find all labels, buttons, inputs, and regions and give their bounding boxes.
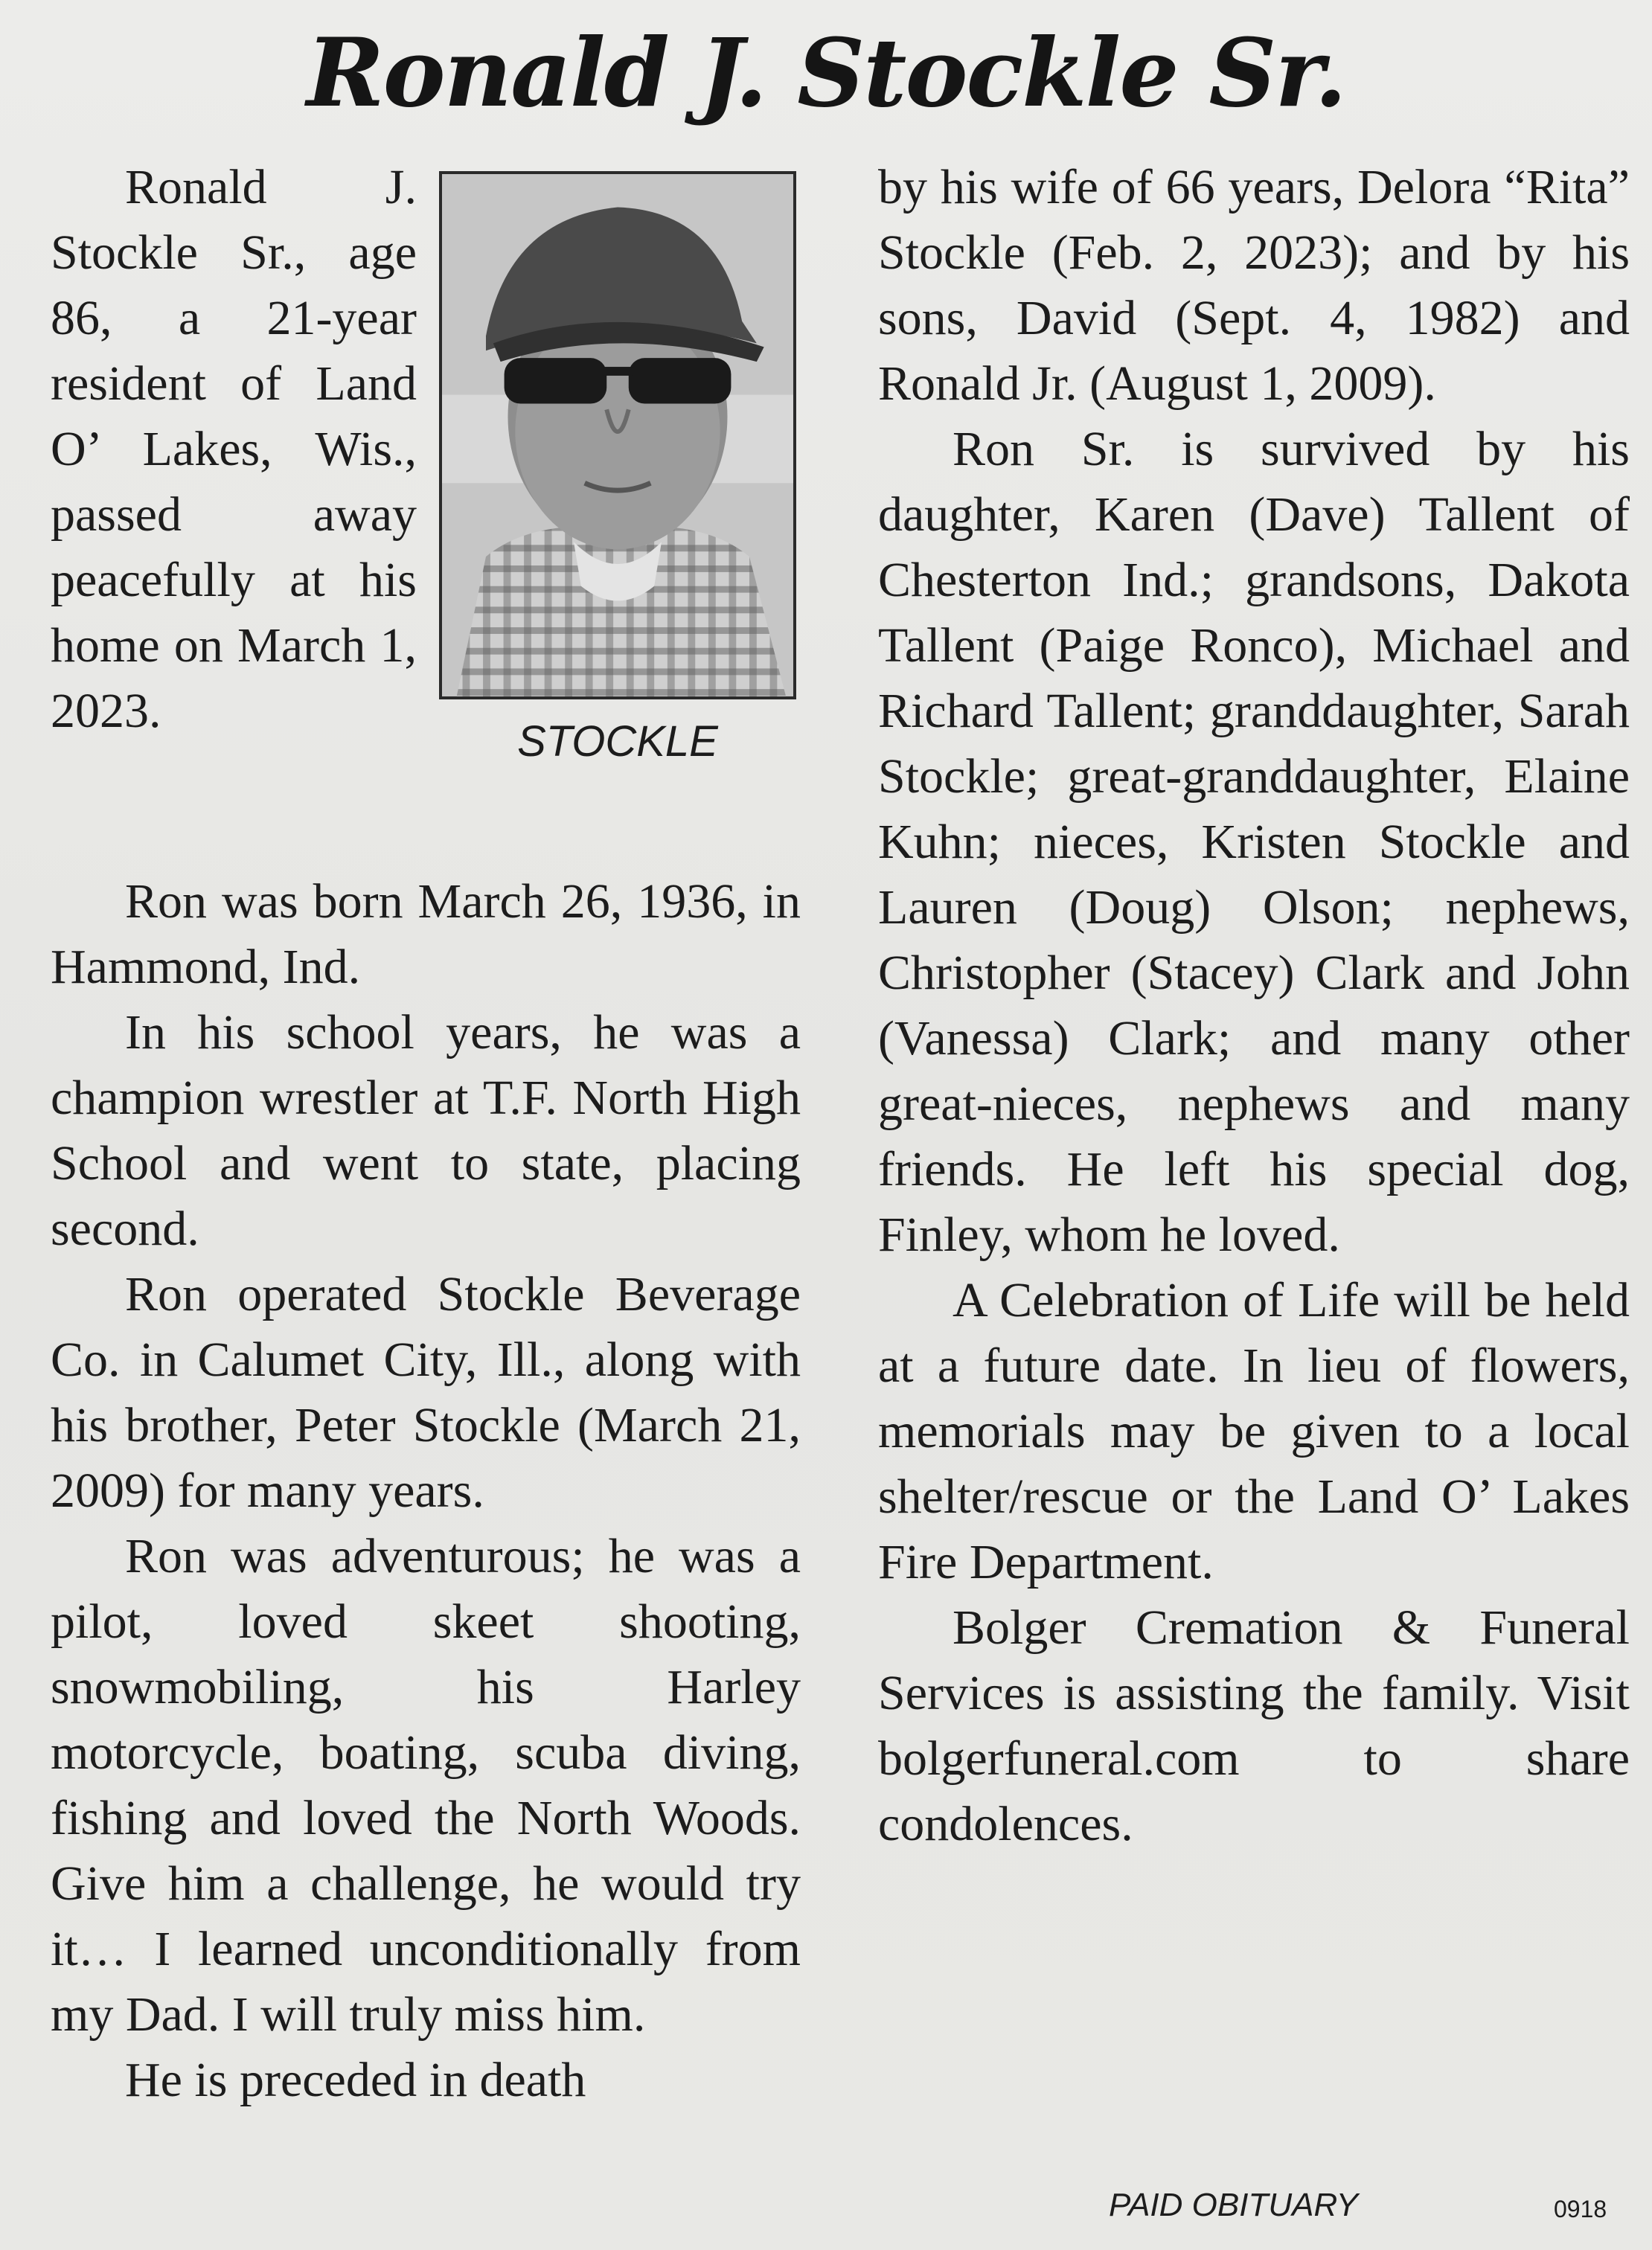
paid-obituary-label: PAID OBITUARY [1109, 2187, 1358, 2223]
ad-code: 0918 [1554, 2196, 1607, 2222]
paragraph-intro: Ronald J. Stockle Sr., age 86, a 21-year resident of Land O’ Lakes, Wis., passed away peacefully at his home on March 1, 2023. [51, 160, 417, 738]
obituary-title: Ronald J. Stockle Sr. [306, 18, 1346, 128]
paragraph-birth: Ron was born March 26, 1936, in Hammond, Ind. [51, 874, 801, 994]
paragraph-preceded-continued: by his wife of 66 years, Delora “Rita” Stockle (Feb. 2, 2023); and by his sons, David (Sept. 4, 1982) and Ronald Jr. (August 1, 2009). [878, 160, 1630, 411]
paragraph-funeral-home: Bolger Cremation & Funeral Services is assisting the family. Visit bolgerfuneral.com to share condolences. [878, 1600, 1630, 1851]
left-column-bottom [51, 869, 801, 2113]
paragraph-celebration: A Celebration of Life will be held at a future date. In lieu of flowers, memorials may be given to a local shelter/rescue or the Land O’ Lakes Fire Department. [878, 1273, 1630, 1589]
paragraph-hobbies: Ron was adventurous; he was a pilot, loved skeet shooting, snowmobiling, his Harley motorcycle, boating, scuba diving, fishing and loved the North Woods. Give him a challenge, he would try it… I learned unconditionally from my Dad. I will truly miss him. [51, 1529, 801, 2042]
paragraph-preceded-start: He is preceded in death [125, 2053, 586, 2107]
right-column [878, 155, 1630, 1857]
paragraph-school: In his school years, he was a champion wrestler at T.F. North High School and went to state, placing second. [51, 1005, 801, 1256]
left-column-top [51, 155, 417, 744]
paragraph-business: Ron operated Stockle Beverage Co. in Calumet City, Ill., along with his brother, Peter Stockle (March 21, 2009) for many years. [51, 1267, 801, 1518]
photo-caption: STOCKLE [517, 717, 718, 766]
paragraph-survivors: Ron Sr. is survived by his daughter, Karen (Dave) Tallent of Chesterton Ind.; grandsons, Dakota Tallent (Paige Ronco), Michael and Richard Tallent; granddaughter, Sarah Stockle; great-granddaughter, Elaine Kuhn; nieces, Kristen Stockle and Lauren (Doug) Olson; nephews, Christopher (Stacey) Clark and John (Vanessa) Clark; and many other great-nieces, nephews and many friends. He left his special dog, Finley, whom he loved. [878, 422, 1630, 1262]
portrait-photo [439, 171, 796, 699]
